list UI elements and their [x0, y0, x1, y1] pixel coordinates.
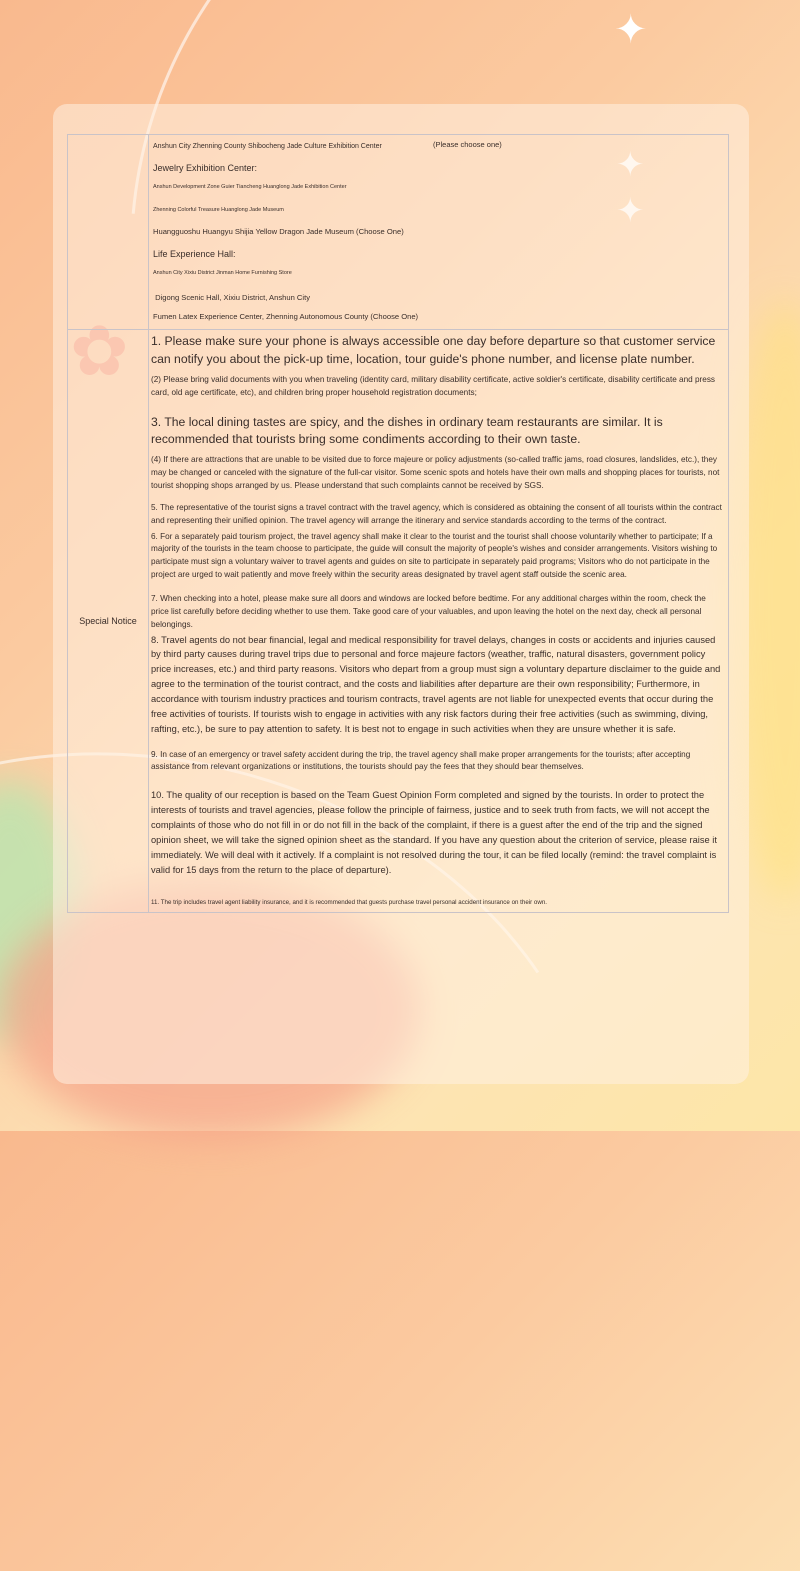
venue-line: Zhenning Colorful Treasure Huanglong Jade Museum [153, 207, 284, 213]
venue-line: Fumen Latex Experience Center, Zhenning Autonomous County (Choose One) [153, 312, 419, 321]
notice-item: 6. For a separately paid tourism project, the travel agency shall make it clear to the tourist and the tourist shall choose voluntarily whether to participate; If a majority of the tourists in the team choose to participate, the guide will consult the majority of people's wishes and consider arrangements. Visitors wishing to participate must sign a voluntary waiver to travel agents and guides on site to participate in separately paid programs; Visitors who do not participate in the project are urged to wait patiently and move freely within the security areas designated by travel agent staff outside the scenic area. [151, 531, 718, 579]
notice-cell [149, 330, 729, 913]
notice-item: (4) If there are attractions that are unable to be visited due to force majeure or policy adjustments (so-called traffic jams, road closures, landslides, etc.), they may be changed or canceled with the signature of the full-car visitor. Some scenic spots and hotels have their own malls and shopping places for tourists, not tourist shopping shops arranged by us. Please understand that such complaints cannot be received by SGS. [151, 455, 720, 490]
notice-item: 9. In case of an emergency or travel safety accident during the trip, the travel agency shall make proper arrangements for the tourists; after accepting assistance from relevant organizations or institutions, the tourists should pay the fees that they should bear themselves. [151, 749, 691, 772]
venue-heading: Life Experience Hall: [153, 249, 236, 259]
venues-row [68, 135, 729, 330]
notice-item: 5. The representative of the tourist signs a travel contract with the travel agency, which is considered as obtaining the consent of all tourists within the contract and representing their unified opinion. The travel agency will arrange the itinerary and service standards according to the terms of the contract. [151, 503, 722, 525]
notice-item: 3. The local dining tastes are spicy, and the dishes in ordinary team restaurants are similar. It is recommended that tourists bring some condiments according to their own taste. [151, 414, 663, 447]
sparkle-icon: ✦ [614, 7, 648, 53]
notice-item: 10. The quality of our reception is based on the Team Guest Opinion Form completed and signed by the tourists. In order to protect the interests of tourists and travel agencies, please follow the principle of fairness, justice and to seek truth from facts, we will not accept the complaints of those who do not fill in or do not fill in the back of the complaint, if there is a guest after the end of the trip and the signed opinion sheet, we will take the signed opinion sheet as the standard. If you have any question about the criterion of service, please raise it immediately. We will deal with it actively. If a complaint is not resolved during the tour, it can be filed locally (remind: the travel complaint is valid for 15 days from the return to the place of departure). [151, 790, 717, 875]
venue-line: Digong Scenic Hall, Xixiu District, Anshun City [153, 293, 310, 302]
venues-label-cell [68, 135, 149, 330]
venue-line: Anshun Development Zone Guier Tiancheng Huanglong Jade Exhibition Center [153, 184, 347, 190]
venue-heading: Jewelry Exhibition Center: [153, 163, 258, 173]
venue-line: Huangguoshu Huangyu Shijia Yellow Dragon Jade Museum (Choose One) [153, 227, 404, 236]
venues-list [151, 138, 725, 326]
special-notice-label: Special Notice [68, 330, 149, 913]
venues-cell [149, 135, 729, 330]
notice-item: 1. Please make sure your phone is always accessible one day before departure so that customer service can notify you about the pick-up time, location, tour guide's phone number, and license plate number. [151, 334, 716, 366]
venue-line: Anshun City Zhenning County Shibocheng Jade Culture Exhibition Center [153, 143, 382, 150]
notice-item: 8. Travel agents do not bear financial, legal and medical responsibility for travel delays, changes in costs or accidents and injuries caused by third party causes during travel trips due to personal and force majeure factors (weather, traffic, natural disasters, government policy price increases, etc.) and third party reasons. Visitors who depart from a group must sign a voluntary departure disclaimer to the guide and agree to the termination of the tourist contract, and the costs and liabilities after departure are their own responsibility; Furthermore, in accordance with tourism industry practices and tourism contracts, travel agents are not liable for unexpected events that occur during the free activities of tourists. If tourists wish to engage in activities with any risk factors during their free activities (such as swimming, diving, rafting, etc.), be sure to pay attention to safety. It is best not to engage in such activities when they are unsure whether it is safe. [151, 634, 721, 734]
choose-one-note: (Please choose one) [433, 140, 502, 149]
notice-item: 7. When checking into a hotel, please make sure all doors and windows are locked before bedtime. For any additional charges within the room, check the price list carefully before deciding whether to use them. Take good care of your valuables, and upon leaving the hotel on the next day, check all personal belongings. [151, 594, 706, 629]
notice-table [67, 134, 729, 913]
notice-item: 11. The trip includes travel agent liability insurance, and it is recommended that guests purchase travel personal accident insurance on their own. [151, 899, 547, 907]
notice-item: (2) Please bring valid documents with you when traveling (identity card, military disability certificate, active soldier's certificate, disability certificate and press card, old age certificate, etc), and children bring proper household registration documents; [151, 375, 716, 398]
venue-line: Anshun City Xixiu District Jinman Home Furnishing Store [153, 270, 292, 276]
notice-row [68, 330, 729, 913]
